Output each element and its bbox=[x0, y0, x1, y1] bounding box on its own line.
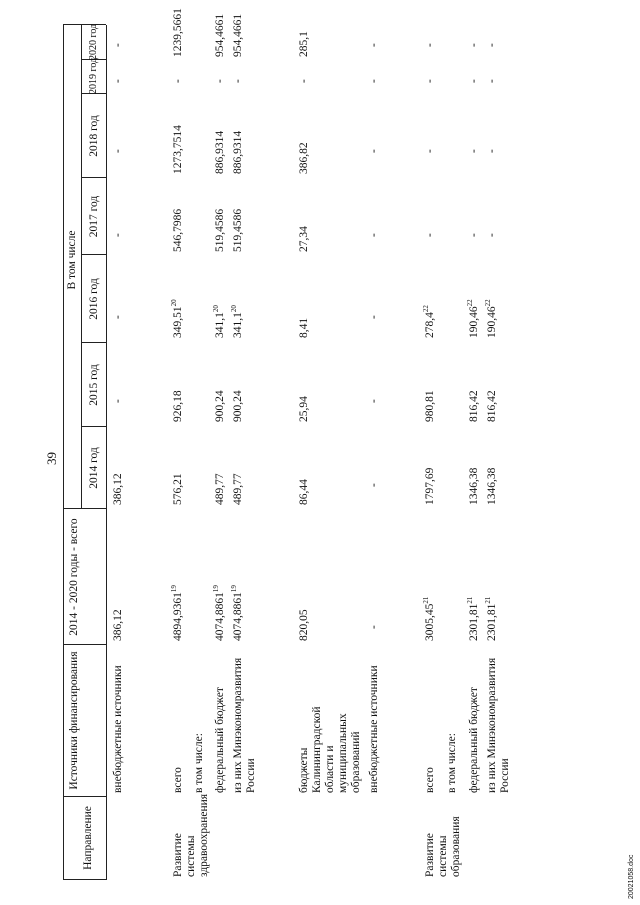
header-year-2018: 2018 год bbox=[88, 115, 100, 157]
row-total: 2301,81$^{21}$ bbox=[466, 596, 480, 641]
cell-2020: 954,4661 bbox=[232, 13, 244, 57]
footnote-ref: 22 bbox=[466, 299, 474, 307]
row-source: федеральный бюджет bbox=[214, 687, 226, 793]
footnote-ref: 22 bbox=[422, 305, 430, 313]
cell-2019: - bbox=[486, 79, 498, 83]
cell-2018: - bbox=[468, 149, 480, 153]
row-total: 4074,8861$^{19}$ bbox=[230, 585, 244, 641]
cell-2014: - bbox=[368, 483, 380, 487]
cell-2016: - bbox=[112, 315, 124, 319]
cell-2014: 576,21 bbox=[172, 473, 184, 505]
header-year-2020: 2020 год bbox=[88, 23, 99, 60]
cell-2020: - bbox=[486, 43, 498, 47]
cell-2016: 349,51$^{20}$ bbox=[170, 299, 184, 338]
cell-2019: - bbox=[298, 79, 310, 83]
cell-2019: - bbox=[172, 79, 184, 83]
row-direction: Развитие системы здравоохранения bbox=[172, 793, 210, 877]
footer-filename: 20021058.doc bbox=[628, 854, 635, 899]
cell-2017: - bbox=[112, 233, 124, 237]
cell-2019: - bbox=[214, 79, 226, 83]
row-source: из них Минэкономразвития России bbox=[232, 657, 257, 793]
footnote-ref: 21 bbox=[422, 596, 430, 604]
table-left-border bbox=[63, 879, 106, 880]
cell-2018: - bbox=[486, 149, 498, 153]
cell-2019: - bbox=[232, 79, 244, 83]
cell-2014: 489,77 bbox=[232, 473, 244, 505]
cell-2018: - bbox=[112, 149, 124, 153]
cell-2020: - bbox=[112, 43, 124, 47]
row-source: бюджеты Калининградской области и муниципальных образований bbox=[298, 706, 362, 793]
header-year-2017: 2017 год bbox=[88, 195, 100, 238]
row-total: 386,12 bbox=[112, 609, 124, 641]
cell-2020: - bbox=[468, 43, 480, 47]
cell-2015: - bbox=[368, 399, 380, 403]
cell-2015: 25,94 bbox=[298, 396, 310, 422]
cell-2015: 816,42 bbox=[486, 390, 498, 422]
row-total: 4074,8861$^{19}$ bbox=[212, 585, 226, 641]
footnote-ref: 20 bbox=[230, 305, 238, 313]
cell-2017: 519,4586 bbox=[214, 208, 226, 252]
row-direction: Развитие системы образования bbox=[424, 816, 462, 877]
cell-2020: 954,4661 bbox=[214, 13, 226, 57]
header-direction: Направление bbox=[82, 806, 94, 870]
row-source: федеральный бюджет bbox=[468, 687, 480, 793]
row-source: внебюджетные источники bbox=[368, 665, 380, 793]
header-year-2014: 2014 год bbox=[88, 447, 100, 489]
cell-2018: - bbox=[424, 149, 436, 153]
cell-2016: 341,1$^{20}$ bbox=[230, 305, 244, 338]
footnote-ref: 21 bbox=[466, 596, 474, 604]
cell-2014: 1346,38 bbox=[486, 467, 498, 505]
row-total: 4894,9361$^{19}$ bbox=[170, 585, 184, 641]
row-total: 3005,45$^{21}$ bbox=[422, 596, 436, 641]
header-sources: Источники финансирования bbox=[68, 651, 80, 790]
subheader-divider bbox=[81, 25, 82, 509]
cell-2014: 386,12 bbox=[112, 473, 124, 505]
cell-2016: 341,1$^{20}$ bbox=[212, 305, 226, 338]
cell-2016: 278,4$^{22}$ bbox=[422, 305, 436, 338]
footnote-ref: 19 bbox=[212, 585, 220, 593]
cell-2015: 980,81 bbox=[424, 390, 436, 422]
footnote-ref: 20 bbox=[212, 305, 220, 313]
row-source: в том числе: bbox=[193, 733, 205, 793]
cell-2017: 27,34 bbox=[298, 226, 310, 252]
cell-2019: - bbox=[424, 79, 436, 83]
footnote-ref: 22 bbox=[484, 299, 492, 307]
row-total: 2301,81$^{21}$ bbox=[484, 596, 498, 641]
page-number: 39 bbox=[44, 452, 59, 465]
cell-2016: 8,41 bbox=[298, 317, 310, 338]
cell-2020: 285,1 bbox=[298, 31, 310, 57]
cell-2015: - bbox=[112, 399, 124, 403]
cell-2017: - bbox=[368, 233, 380, 237]
cell-2019: - bbox=[468, 79, 480, 83]
cell-2014: 489,77 bbox=[214, 473, 226, 505]
cell-2017: - bbox=[424, 233, 436, 237]
cell-2017: - bbox=[486, 233, 498, 237]
cell-2018: 386,82 bbox=[298, 142, 310, 174]
cell-2015: 816,42 bbox=[468, 390, 480, 422]
cell-2015: 900,24 bbox=[214, 390, 226, 422]
row-total: 820,05 bbox=[298, 609, 310, 641]
cell-2014: 1797,69 bbox=[424, 467, 436, 505]
footnote-ref: 19 bbox=[230, 585, 238, 593]
header-year-2016: 2016 год bbox=[88, 278, 100, 320]
cell-2014: 1346,38 bbox=[468, 467, 480, 505]
row-total: - bbox=[368, 625, 380, 629]
cell-2017: 519,4586 bbox=[232, 208, 244, 252]
header-including: В том числе bbox=[66, 230, 78, 290]
cell-2019: - bbox=[368, 79, 380, 83]
row-source: всего bbox=[172, 767, 184, 793]
cell-2016: 190,46$^{22}$ bbox=[466, 299, 480, 338]
table-header-bottom-border bbox=[106, 25, 107, 880]
row-source: в том числе: bbox=[446, 733, 458, 793]
cell-2017: - bbox=[468, 233, 480, 237]
cell-2018: 1273,7514 bbox=[172, 125, 184, 174]
cell-2020: 1239,5661 bbox=[172, 8, 184, 57]
footnote-ref: 21 bbox=[484, 596, 492, 604]
cell-2016: - bbox=[368, 315, 380, 319]
cell-2018: 886,9314 bbox=[214, 130, 226, 174]
cell-2015: 900,24 bbox=[232, 390, 244, 422]
row-source: внебюджетные источники bbox=[112, 665, 124, 793]
cell-2017: 546,7986 bbox=[172, 208, 184, 252]
header-total: 2014 - 2020 годы - всего bbox=[68, 518, 80, 636]
cell-2014: 86,44 bbox=[298, 479, 310, 505]
cell-2015: 926,18 bbox=[172, 390, 184, 422]
cell-2020: - bbox=[424, 43, 436, 47]
cell-2019: - bbox=[112, 79, 124, 83]
row-source: всего bbox=[424, 767, 436, 793]
cell-2020: - bbox=[368, 43, 380, 47]
cell-2018: - bbox=[368, 149, 380, 153]
header-year-2015: 2015 год bbox=[88, 364, 100, 406]
footnote-ref: 19 bbox=[170, 585, 178, 593]
table-top-border bbox=[63, 25, 64, 880]
cell-2018: 886,9314 bbox=[232, 130, 244, 174]
header-year-2019: 2019 год bbox=[88, 57, 99, 94]
footnote-ref: 20 bbox=[170, 299, 178, 307]
row-source: из них Минэкономразвития России bbox=[486, 657, 511, 793]
cell-2016: 190,46$^{22}$ bbox=[484, 299, 498, 338]
